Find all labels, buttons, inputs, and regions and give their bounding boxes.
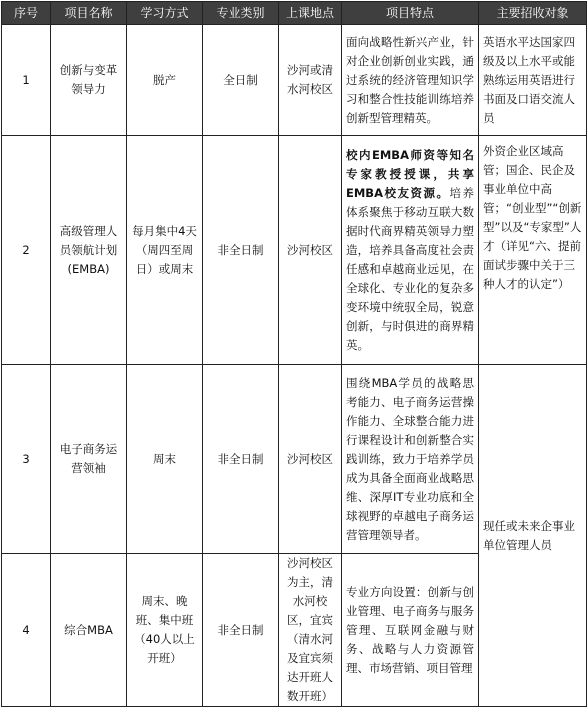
row-features-text: 围绕MBA学员的战略思考能力、电子商务运营操作能力、全球整合能力进行课程设计和创新整合实践训练，致力于培养学员成为具备全面商业战略思维、深厚IT专业功底和全球视野的卓越电子商务运营管理领导者。 bbox=[346, 375, 474, 542]
row-features bbox=[342, 554, 479, 707]
row-requirement: 英语水平达国家四级及以上水平或能熟练运用英语进行书面及口语交流人员 bbox=[479, 25, 587, 136]
header-features: 项目特点 bbox=[342, 2, 479, 25]
row-mode: 周末、晚班、集中班（40人以上开班） bbox=[127, 554, 203, 707]
row-category: 非全日制 bbox=[203, 365, 279, 554]
row-features-text: 培养体系聚焦于移动互联大数据时代商界精英领导力塑造，培养具备高度社会责任感和卓越商业远见，在全球化、专业化的复杂多变环境中统驭全局，锐意创新，与时俱进的商界精英。 bbox=[346, 185, 475, 352]
header-no: 序号 bbox=[2, 2, 51, 25]
program-table bbox=[1, 1, 587, 707]
row-category: 非全日制 bbox=[203, 554, 279, 707]
row-location: 沙河校区为主，清水河校区，宜宾（清水河及宜宾须达开班人数开班） bbox=[279, 554, 342, 707]
row-features bbox=[342, 136, 479, 365]
row-location: 沙河校区 bbox=[279, 365, 342, 554]
row-features bbox=[342, 365, 479, 554]
table-row bbox=[2, 365, 587, 554]
header-row bbox=[2, 2, 587, 25]
header-location: 上课地点 bbox=[279, 2, 342, 25]
row-mode: 脱产 bbox=[127, 25, 203, 136]
header-requirement: 主要招收对象 bbox=[479, 2, 587, 25]
row-category: 全日制 bbox=[203, 25, 279, 136]
row-requirement-shared bbox=[479, 365, 587, 707]
row-requirement: 外资企业区域高管；国企、民企及事业单位中高管；“创业型”“创新型”以及“专家型”人才（详见“六、提前面试步骤中关于三种人才的认定”） bbox=[479, 136, 587, 365]
row-features-text: 专业方向设置：创新与创业管理、电子商务与服务管理、互联网金融与财务、战略与人力资源管理、市场营销、项目管理 bbox=[346, 584, 474, 675]
row-name: 高级管理人员领航计划(EMBA) bbox=[51, 136, 127, 365]
header-mode: 学习方式 bbox=[127, 2, 203, 25]
row-features-highlight: 校内EMBA师资等知名专家教授授课，共享EMBA校友资源。 bbox=[346, 147, 474, 200]
row-no: 1 bbox=[2, 25, 51, 136]
row-location: 沙河或清水河校区 bbox=[279, 25, 342, 136]
row-features bbox=[342, 25, 479, 136]
row-mode: 每月集中4天（周四至周日）或周末 bbox=[127, 136, 203, 365]
header-name: 项目名称 bbox=[51, 2, 127, 25]
requirement-shared-text: 现任或未来企事业单位管理人员 bbox=[483, 518, 575, 552]
row-category: 非全日制 bbox=[203, 136, 279, 365]
table-row bbox=[2, 25, 587, 136]
row-name: 综合MBA bbox=[51, 554, 127, 707]
row-no: 3 bbox=[2, 365, 51, 554]
row-name: 创新与变革领导力 bbox=[51, 25, 127, 136]
table-row bbox=[2, 136, 587, 365]
row-name: 电子商务运营领袖 bbox=[51, 365, 127, 554]
row-location: 沙河校区 bbox=[279, 136, 342, 365]
row-no: 2 bbox=[2, 136, 51, 365]
row-features-text: 面向战略性新兴产业，针对企业创新创业实践，通过系统的经济管理知识学习和整合性技能训练培养创新型管理精英。 bbox=[346, 34, 474, 125]
row-no: 4 bbox=[2, 554, 51, 707]
header-category: 专业类别 bbox=[203, 2, 279, 25]
row-mode: 周末 bbox=[127, 365, 203, 554]
